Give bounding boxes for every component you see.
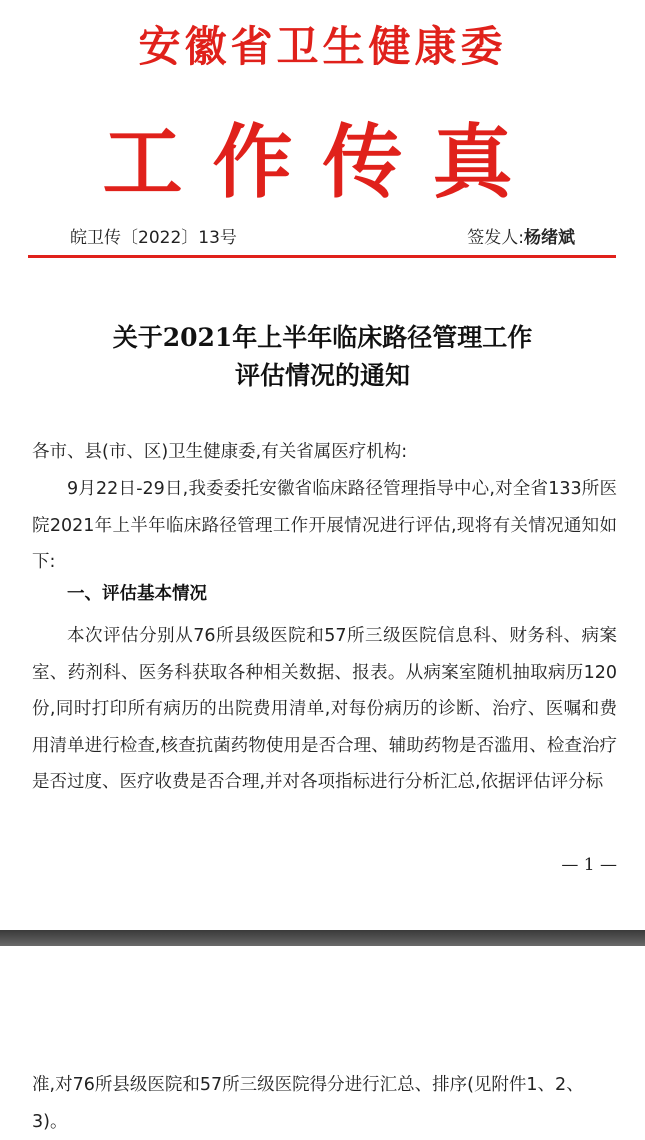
page-number: — 1 — bbox=[561, 855, 617, 875]
document-type: 工作传真 bbox=[102, 115, 543, 209]
document-number: 皖卫传〔2022〕13号 bbox=[70, 228, 237, 248]
signer bbox=[467, 223, 575, 248]
page-break bbox=[0, 930, 645, 946]
paragraph-continued: 准,对76所县级医院和57所三级医院得分进行汇总、排序(见附件1、2、3)。 bbox=[32, 1075, 584, 1132]
header-divider bbox=[28, 255, 616, 258]
document-title-line2: 评估情况的通知 bbox=[234, 361, 410, 390]
signer-label: 签发人: bbox=[467, 228, 524, 248]
salutation: 各市、县(市、区)卫生健康委,有关省属医疗机构: bbox=[32, 442, 408, 462]
document-title-line1: 关于2021年上半年临床路径管理工作 bbox=[112, 323, 533, 352]
signer-name: 杨绪斌 bbox=[524, 228, 575, 248]
section-heading: 一、评估基本情况 bbox=[67, 584, 207, 604]
org-name: 安徽省卫生健康委 bbox=[138, 22, 507, 71]
paragraph-intro: 9月22日-29日,我委委托安徽省临床路径管理指导中心,对全省133所医院2021年上半年临床路径管理工作开展情况进行评估,现将有关情况通知如下: bbox=[32, 479, 617, 572]
paragraph-basic-info: 本次评估分别从76所县级医院和57所三级医院信息科、财务科、病案室、药剂科、医务科获取各种相关数据、报表。从病案室随机抽取病历120份,同时打印所有病历的出院费用清单,对每份病历的诊断、治疗、医嘱和费用清单进行检查,核查抗菌药物使用是否合理、辅助药物是否滥用、检查治疗是否过度、医疗收费是否合理,并对各项指标进行分析汇总,依据评估评分标 bbox=[32, 626, 617, 792]
